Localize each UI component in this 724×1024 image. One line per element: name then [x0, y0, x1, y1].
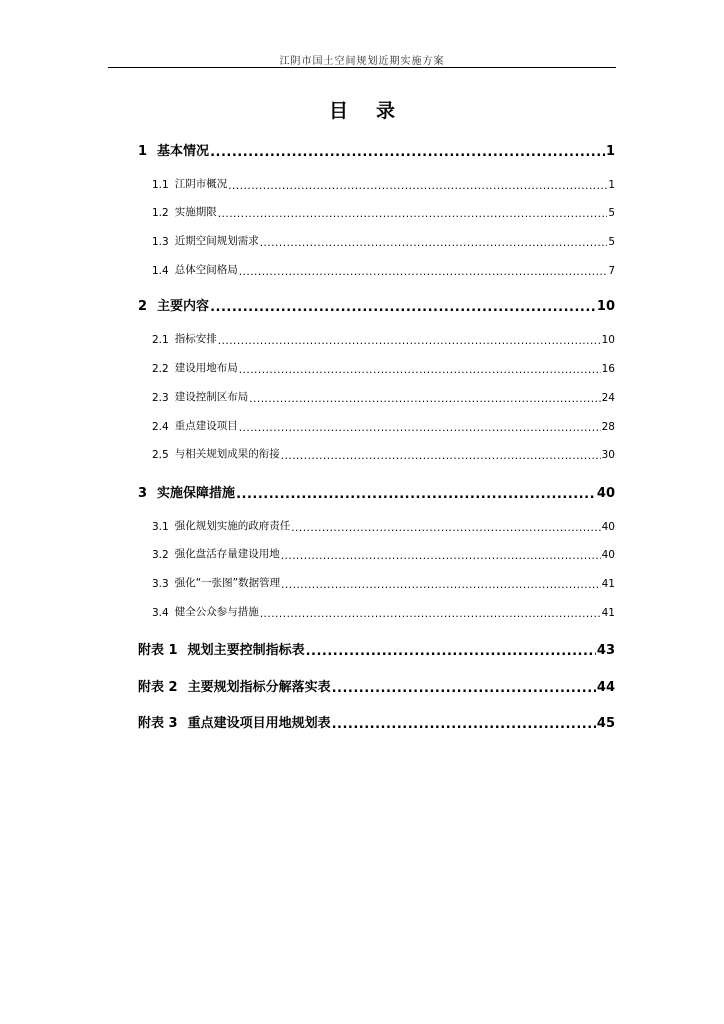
- dot-leader: [332, 718, 596, 731]
- toc-title: 目录: [328, 100, 423, 122]
- toc-entry-page: 41: [601, 578, 615, 590]
- toc-entry-label: 指标安排: [174, 333, 217, 345]
- toc-entry-number: 2.5: [152, 449, 169, 461]
- toc-entry-number: 3.4: [152, 607, 169, 619]
- toc-entry-appendix-2[interactable]: [138, 676, 615, 695]
- toc-entry-label: 总体空间格局: [174, 264, 238, 276]
- toc-entry-section-2[interactable]: [138, 295, 615, 314]
- toc-entry-1-2[interactable]: [152, 204, 615, 219]
- dot-leader: [239, 423, 601, 434]
- dot-leader: [236, 488, 596, 501]
- toc-entry-3-3[interactable]: [152, 575, 615, 590]
- toc-entry-page: 40: [601, 521, 615, 533]
- toc-entry-section-3[interactable]: [138, 482, 615, 501]
- toc-entry-label: 实施保障措施: [157, 486, 236, 501]
- toc-entry-label: 规划主要控制指标表: [187, 643, 305, 658]
- toc-entry-3-2[interactable]: [152, 546, 615, 561]
- toc-entry-3-4[interactable]: [152, 604, 615, 619]
- dot-leader: [260, 609, 601, 620]
- toc-entry-label: 与相关规划成果的衔接: [174, 448, 280, 460]
- toc-entry-label: 建设用地布局: [174, 362, 238, 374]
- toc-entry-label: 建设控制区布局: [174, 391, 249, 403]
- toc-entry-number: 2.1: [152, 334, 169, 346]
- toc-entry-page: 28: [601, 421, 615, 433]
- toc-entry-page: 41: [601, 607, 615, 619]
- toc-entry-number: 2: [138, 299, 148, 314]
- toc-entry-label: 近期空间规划需求: [174, 235, 259, 247]
- toc-entry-number: 1.1: [152, 179, 169, 191]
- toc-entry-page: 44: [596, 680, 615, 695]
- dot-leader: [281, 551, 601, 562]
- toc-entry-label: 重点建设项目用地规划表: [187, 716, 331, 731]
- toc-entry-page: 16: [601, 363, 615, 375]
- toc-entry-2-2[interactable]: [152, 360, 615, 375]
- toc-entry-2-3[interactable]: [152, 389, 615, 404]
- toc-entry-number: 3.2: [152, 549, 169, 561]
- toc-entry-number: 3.3: [152, 578, 169, 590]
- running-header: 江阴市国土空间规划近期实施方案: [279, 56, 445, 67]
- toc-entry-page: 24: [601, 392, 615, 404]
- toc-entry-page: 10: [596, 299, 615, 314]
- toc-entry-label: 健全公众参与措施: [174, 606, 259, 618]
- toc-entry-label: 主要内容: [157, 299, 210, 314]
- toc-entry-number: 2.2: [152, 363, 169, 375]
- toc-entry-1-4[interactable]: [152, 262, 615, 277]
- toc-entry-number: 2.3: [152, 392, 169, 404]
- toc-entry-label: 强化盘活存量建设用地: [174, 548, 280, 560]
- toc-entry-number: 附表 1: [138, 643, 178, 658]
- toc-entry-section-1[interactable]: [138, 140, 615, 159]
- dot-leader: [291, 523, 600, 534]
- toc-entry-number: 1.2: [152, 207, 169, 219]
- dot-leader: [239, 267, 608, 278]
- toc-entry-page: 40: [601, 549, 615, 561]
- toc-entry-page: 30: [601, 449, 615, 461]
- toc-entry-number: 1.4: [152, 265, 169, 277]
- dot-leader: [218, 209, 608, 220]
- toc-entry-label: 重点建设项目: [174, 420, 238, 432]
- toc-entry-page: 7: [608, 265, 615, 277]
- toc-entry-page: 45: [596, 716, 615, 731]
- dot-leader: [239, 365, 601, 376]
- dot-leader: [281, 451, 601, 462]
- toc-entry-page: 1: [608, 179, 615, 191]
- toc-entry-2-5[interactable]: [152, 446, 615, 461]
- toc-entry-3-1[interactable]: [152, 518, 615, 533]
- toc-entry-number: 附表 3: [138, 716, 178, 731]
- toc-entry-number: 1.3: [152, 236, 169, 248]
- dot-leader: [306, 645, 596, 658]
- toc-entry-number: 2.4: [152, 421, 169, 433]
- toc-entry-label: 实施期限: [174, 206, 217, 218]
- toc-entry-label: 江阴市概况: [174, 178, 228, 190]
- dot-leader: [210, 146, 605, 159]
- toc-entry-2-1[interactable]: [152, 331, 615, 346]
- dot-leader: [332, 682, 596, 695]
- toc-entry-appendix-3[interactable]: [138, 712, 615, 731]
- toc-entry-number: 附表 2: [138, 680, 178, 695]
- dot-leader: [210, 301, 596, 314]
- toc-entry-number: 3.1: [152, 521, 169, 533]
- dot-leader: [281, 580, 601, 591]
- dot-leader: [228, 181, 607, 192]
- toc-entry-1-3[interactable]: [152, 233, 615, 248]
- toc-entry-page: 10: [601, 334, 615, 346]
- toc-entry-page: 1: [605, 144, 615, 159]
- toc-entry-page: 5: [608, 236, 615, 248]
- toc-entry-number: 1: [138, 144, 148, 159]
- toc-entry-page: 40: [596, 486, 615, 501]
- toc-entry-2-4[interactable]: [152, 418, 615, 433]
- dot-leader: [249, 394, 600, 405]
- toc-entry-page: 5: [608, 207, 615, 219]
- toc-entry-label: 强化规划实施的政府责任: [174, 520, 291, 532]
- toc-entry-label: 主要规划指标分解落实表: [187, 680, 331, 695]
- dot-leader: [260, 238, 608, 249]
- dot-leader: [218, 336, 601, 347]
- header-rule: [108, 67, 616, 68]
- toc-entry-1-1[interactable]: [152, 176, 615, 191]
- toc-entry-page: 43: [596, 643, 615, 658]
- toc-entry-label: 基本情况: [157, 144, 210, 159]
- toc-entry-appendix-1[interactable]: [138, 639, 615, 658]
- toc-entry-label: 强化“一张图”数据管理: [174, 577, 281, 589]
- toc-entry-number: 3: [138, 486, 148, 501]
